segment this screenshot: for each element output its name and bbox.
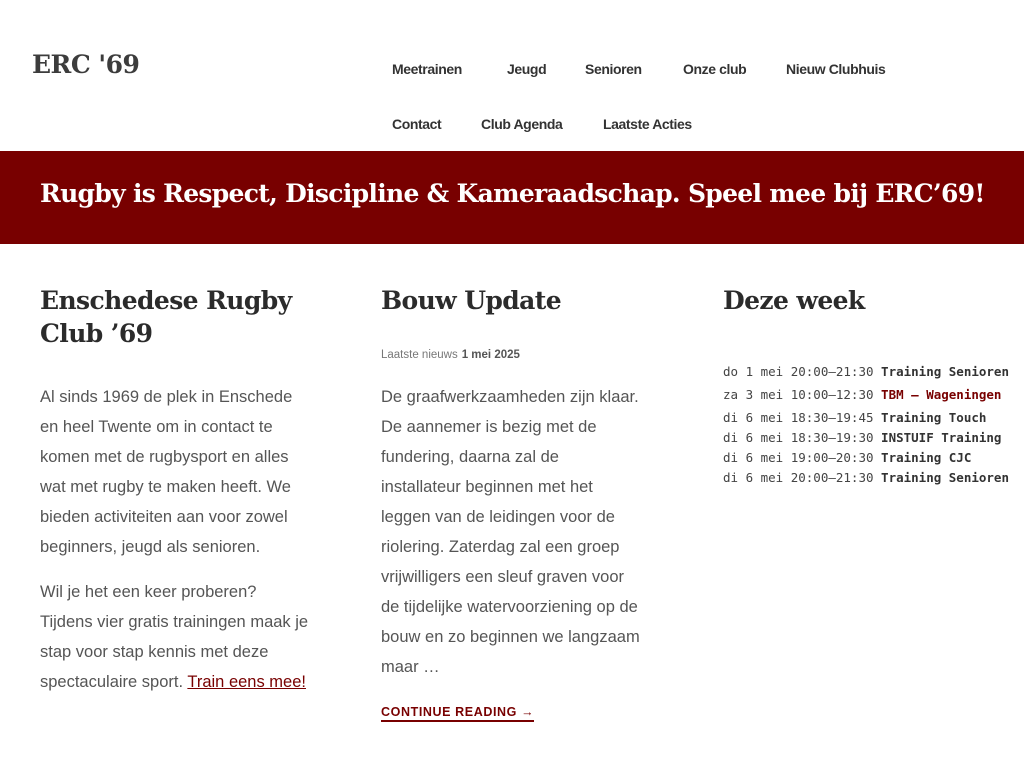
post-excerpt: De graafwerkzaamheden zijn klaar. De aannemer is bezig met de fundering, daarna zal de installateur beginnen met het leggen van de leidingen voor de riolering. Zaterdag zal een groep vrijwilligers een sleuf graven voor de tijdelijke watervoorziening op de bouw en zo beginnen we langzaam maar …	[381, 388, 640, 676]
week-title: Deze week	[723, 286, 865, 315]
post-category[interactable]: Laatste nieuws	[381, 349, 458, 361]
nav-item-onze-club[interactable]: Onze club	[683, 61, 747, 77]
agenda-title[interactable]: Training Senioren	[881, 364, 1009, 379]
agenda-time: di 6 mei 19:00–20:30	[723, 450, 874, 465]
nav-item-meetrainen[interactable]: Meetrainen	[392, 61, 462, 77]
post-meta	[381, 349, 520, 361]
site-title[interactable]: ERC '69	[32, 50, 140, 79]
post-title[interactable]: Bouw Update	[381, 286, 562, 315]
agenda-title[interactable]: INSTUIF Training	[881, 430, 1002, 445]
agenda-title[interactable]: TBM – Wageningen	[881, 387, 1002, 402]
intro-paragraph-2-text: Wil je het een keer proberen? Tijdens vier gratis trainingen maak je stap voor stap kennis met deze spectaculaire sport.	[40, 583, 309, 691]
continue-reading-link[interactable]: CONTINUE READING →	[381, 705, 534, 722]
agenda-item[interactable]	[723, 408, 987, 428]
agenda-time: di 6 mei 18:30–19:45	[723, 410, 874, 425]
hero-banner	[0, 151, 1024, 244]
agenda-item[interactable]	[723, 428, 1002, 448]
week-column	[723, 284, 1009, 485]
agenda-title[interactable]: Training CJC	[881, 450, 972, 465]
agenda-time: di 6 mei 20:00–21:30	[723, 470, 874, 485]
nav-item-jeugd[interactable]: Jeugd	[507, 61, 547, 77]
intro-column	[40, 284, 310, 691]
train-link[interactable]: Train eens mee!	[187, 673, 306, 691]
agenda-title[interactable]: Training Touch	[881, 410, 987, 425]
agenda-time: do 1 mei 20:00–21:30	[723, 364, 874, 379]
post-date[interactable]: 1 mei 2025	[461, 349, 520, 361]
nav-item-senioren[interactable]: Senioren	[585, 61, 642, 77]
agenda-item[interactable]	[723, 385, 1002, 405]
intro-paragraph-1: Al sinds 1969 de plek in Enschede en heel Twente om in contact te komen met de rugbysport en alles wat met rugby te maken heeft. We bieden activiteiten aan voor zowel beginners, jeugd als senioren.	[40, 388, 293, 556]
nav-item-club-agenda[interactable]: Club Agenda	[481, 116, 563, 132]
nav-item-laatste-acties[interactable]: Laatste Acties	[603, 116, 692, 132]
hero-tagline: Rugby is Respect, Discipline & Kameraadschap. Speel mee bij ERC’69!	[40, 179, 985, 208]
agenda-title[interactable]: Training Senioren	[881, 470, 1009, 485]
agenda-time: di 6 mei 18:30–19:30	[723, 430, 874, 445]
intro-title: Enschedese Rugby Club ’69	[40, 286, 292, 348]
nav-item-contact[interactable]: Contact	[392, 116, 442, 132]
main-nav	[392, 0, 1012, 150]
agenda-time: za 3 mei 10:00–12:30	[723, 387, 874, 402]
agenda-item[interactable]	[723, 362, 1009, 382]
agenda-item[interactable]	[723, 468, 1009, 488]
nav-item-nieuw-clubhuis[interactable]: Nieuw Clubhuis	[786, 61, 886, 77]
post-column	[381, 284, 651, 719]
agenda-list	[723, 362, 1009, 488]
agenda-item[interactable]	[723, 448, 984, 468]
intro-paragraph-2	[40, 577, 310, 697]
